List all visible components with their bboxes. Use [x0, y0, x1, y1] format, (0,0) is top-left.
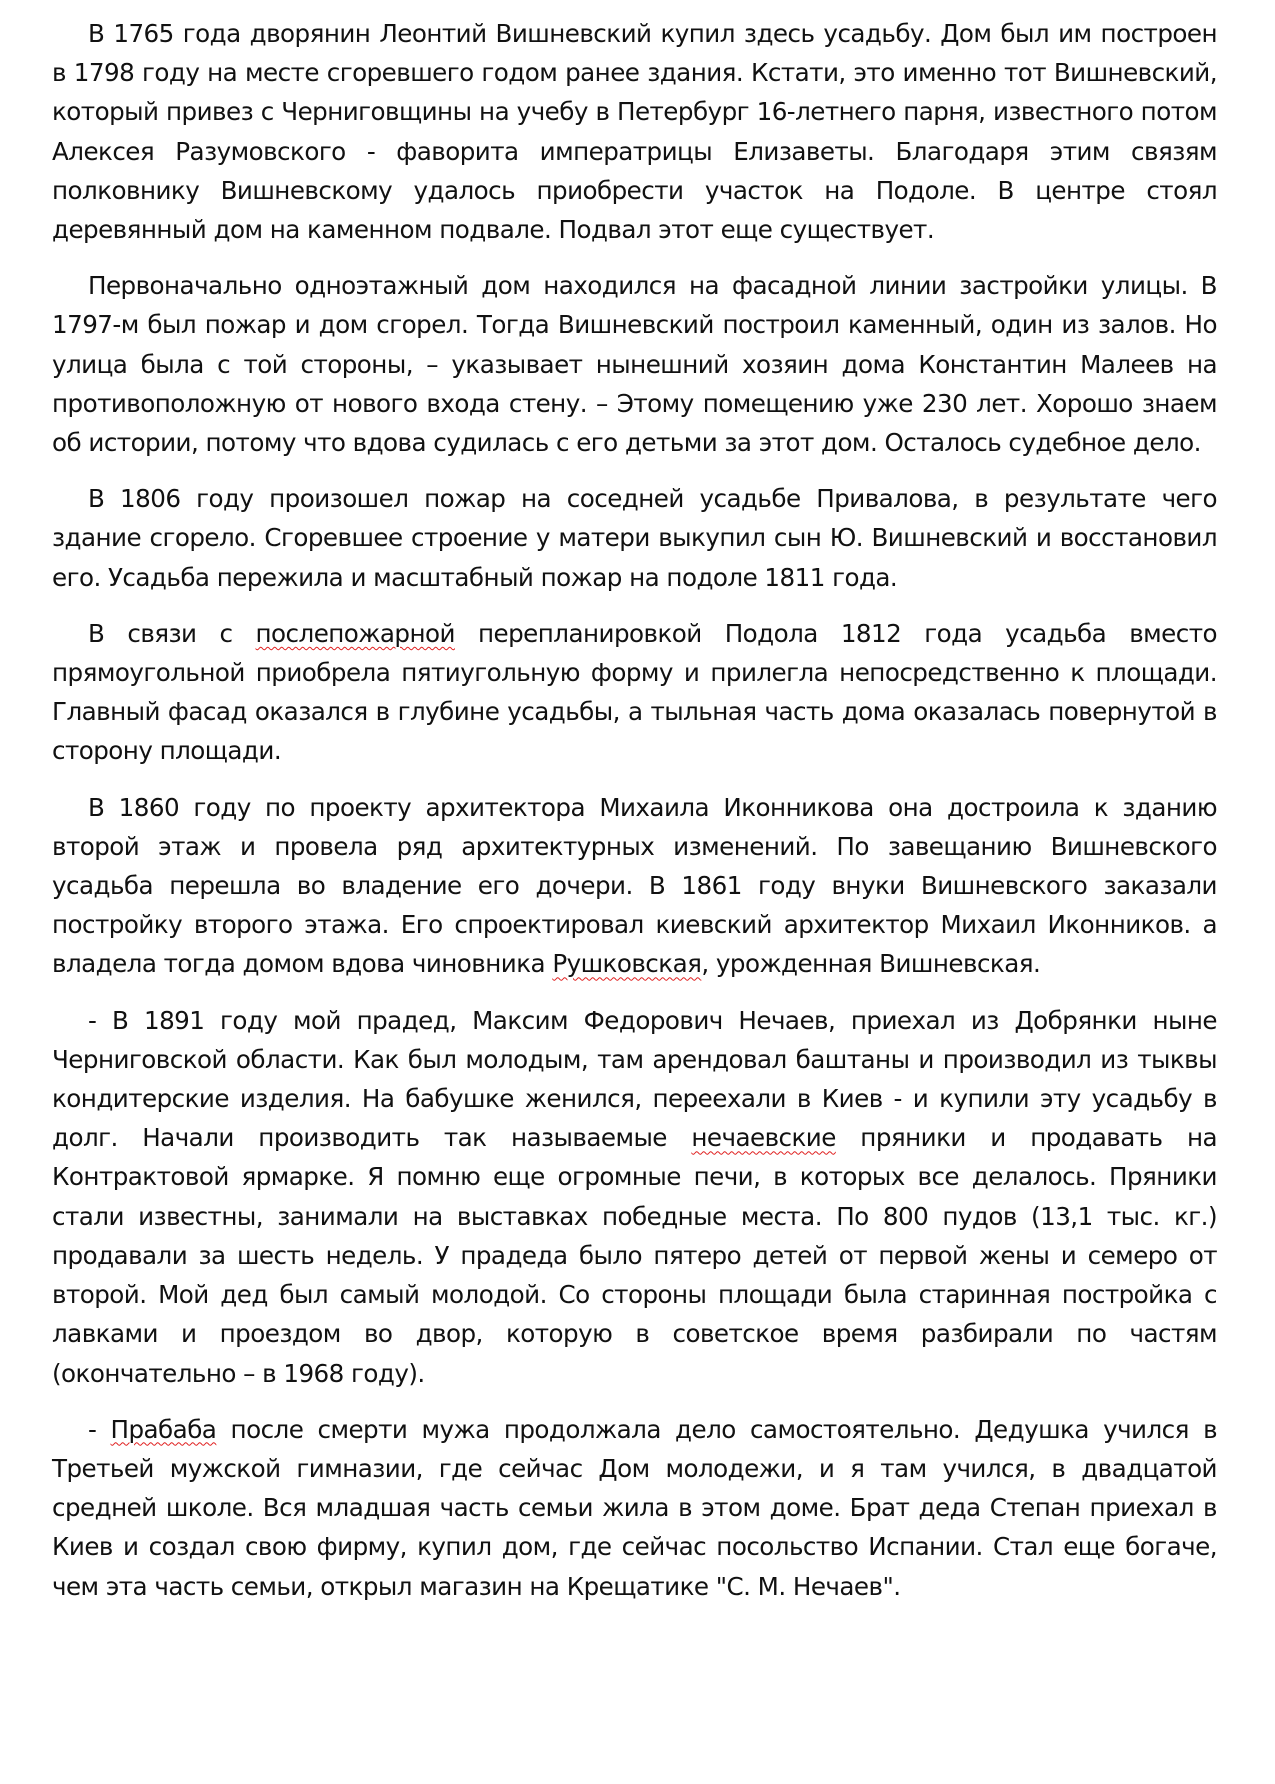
- misspelled-word[interactable]: Рушковская: [552, 949, 702, 979]
- paragraph-text: В 1765 года дворянин Леонтий Вишневский купил здесь усадьбу. Дом был им построен в 1798 году на месте сгоревшего годом ранее здания. Кстати, это именно тот Вишневский, который привез с Черниговщины на учебу в Петербург 16-летнего парня, известного потом Алексея Разумовского - фаворита императрицы Елизаветы. Благодаря этим связям полковнику Вишневскому удалось приобрести участок на Подоле. В центре стоял деревянный дом на каменном подвале. Подвал этот еще существует.: [52, 19, 1217, 245]
- paragraph-2-fire-1797: [52, 266, 1217, 462]
- paragraph-1-vishnevsky-purchase: [52, 14, 1217, 249]
- paragraph-text: В 1860 году по проекту архитектора Михаила Иконникова она достроила к зданию второй этаж и провела ряд архитектурных изменений. По завещанию Вишневского усадьба перешла во владение его дочери. В 1861 году внуки Вишневского заказали постройку второго этажа. Его спроектировал киевский архитектор Михаил Иконников. а владела тогда домом вдова чиновника: [52, 792, 1217, 979]
- paragraph-text: после смерти мужа продолжала дело самостоятельно. Дедушка учился в Третьей мужской гимназии, где сейчас Дом молодежи, и я там учился, в двадцатой средней школе. Вся младшая часть семьи жила в этом доме. Брат деда Степан приехал в Киев и создал свою фирму, купил дом, где сейчас посольство Испании. Стал еще богаче, чем эта часть семьи, открыл магазин на Крещатике "С. М. Нечаев".: [52, 1414, 1218, 1601]
- paragraph-7-prababa: [52, 1410, 1217, 1606]
- misspelled-word[interactable]: нечаевские: [691, 1123, 836, 1153]
- paragraph-3-fire-1806: [52, 479, 1217, 597]
- paragraph-text: пряники и продавать на Контрактовой ярмарке. Я помню еще огромные печи, в которых все делалось. Пряники стали известны, занимали на выставках победные места. По 800 пудов (13,1 тыс. кг.) продавали за шесть недель. У прадеда было пятеро детей от первой жены и семеро от второй. Мой дед был самый молодой. Со стороны площади была старинная постройка с лавками и проездом во двор, которую в советское время разбирали по частям (окончательно – в 1968 году).: [52, 1123, 1218, 1388]
- paragraph-6-nechaev-1891: [52, 1001, 1217, 1393]
- paragraph-text: -: [88, 1414, 111, 1444]
- paragraph-4-replanning-1812: [52, 614, 1217, 771]
- paragraph-text: Первоначально одноэтажный дом находился на фасадной линии застройки улицы. В 1797-м был пожар и дом сгорел. Тогда Вишневский построил каменный, один из залов. Но улица была с той стороны, – указывает нынешний хозяин дома Константин Малеев на противоположную от нового входа стену. – Этому помещению уже 230 лет. Хорошо знаем об истории, потому что вдова судилась с его детьми за этот дом. Осталось судебное дело.: [52, 271, 1217, 458]
- paragraph-text: В связи с: [88, 618, 256, 648]
- paragraph-text: , урожденная Вишневская.: [701, 949, 1041, 979]
- paragraph-text: перепланировкой Подола 1812 года усадьба вместо прямоугольной приобрела пятиугольную форму и прилегла непосредственно к площади. Главный фасад оказался в глубине усадьбы, а тыльная часть дома оказалась повернутой в сторону площади.: [52, 618, 1217, 766]
- paragraph-text: - В 1891 году мой прадед, Максим Федорович Нечаев, приехал из Добрянки ныне Черниговской области. Как был молодым, там арендовал баштаны и производил из тыквы кондитерские изделия. На бабушке женился, переехали в Киев - и купили эту усадьбу в долг. Начали производить так называемые: [52, 1005, 1217, 1153]
- paragraph-5-second-floor-1860: [52, 788, 1217, 984]
- misspelled-word[interactable]: Прабаба: [110, 1414, 217, 1444]
- paragraph-text: В 1806 году произошел пожар на соседней усадьбе Привалова, в результате чего здание сгорело. Сгоревшее строение у матери выкупил сын Ю. Вишневский и восстановил его. Усадьба пережила и масштабный пожар на подоле 1811 года.: [52, 484, 1217, 592]
- misspelled-word[interactable]: послепожарной: [255, 618, 455, 648]
